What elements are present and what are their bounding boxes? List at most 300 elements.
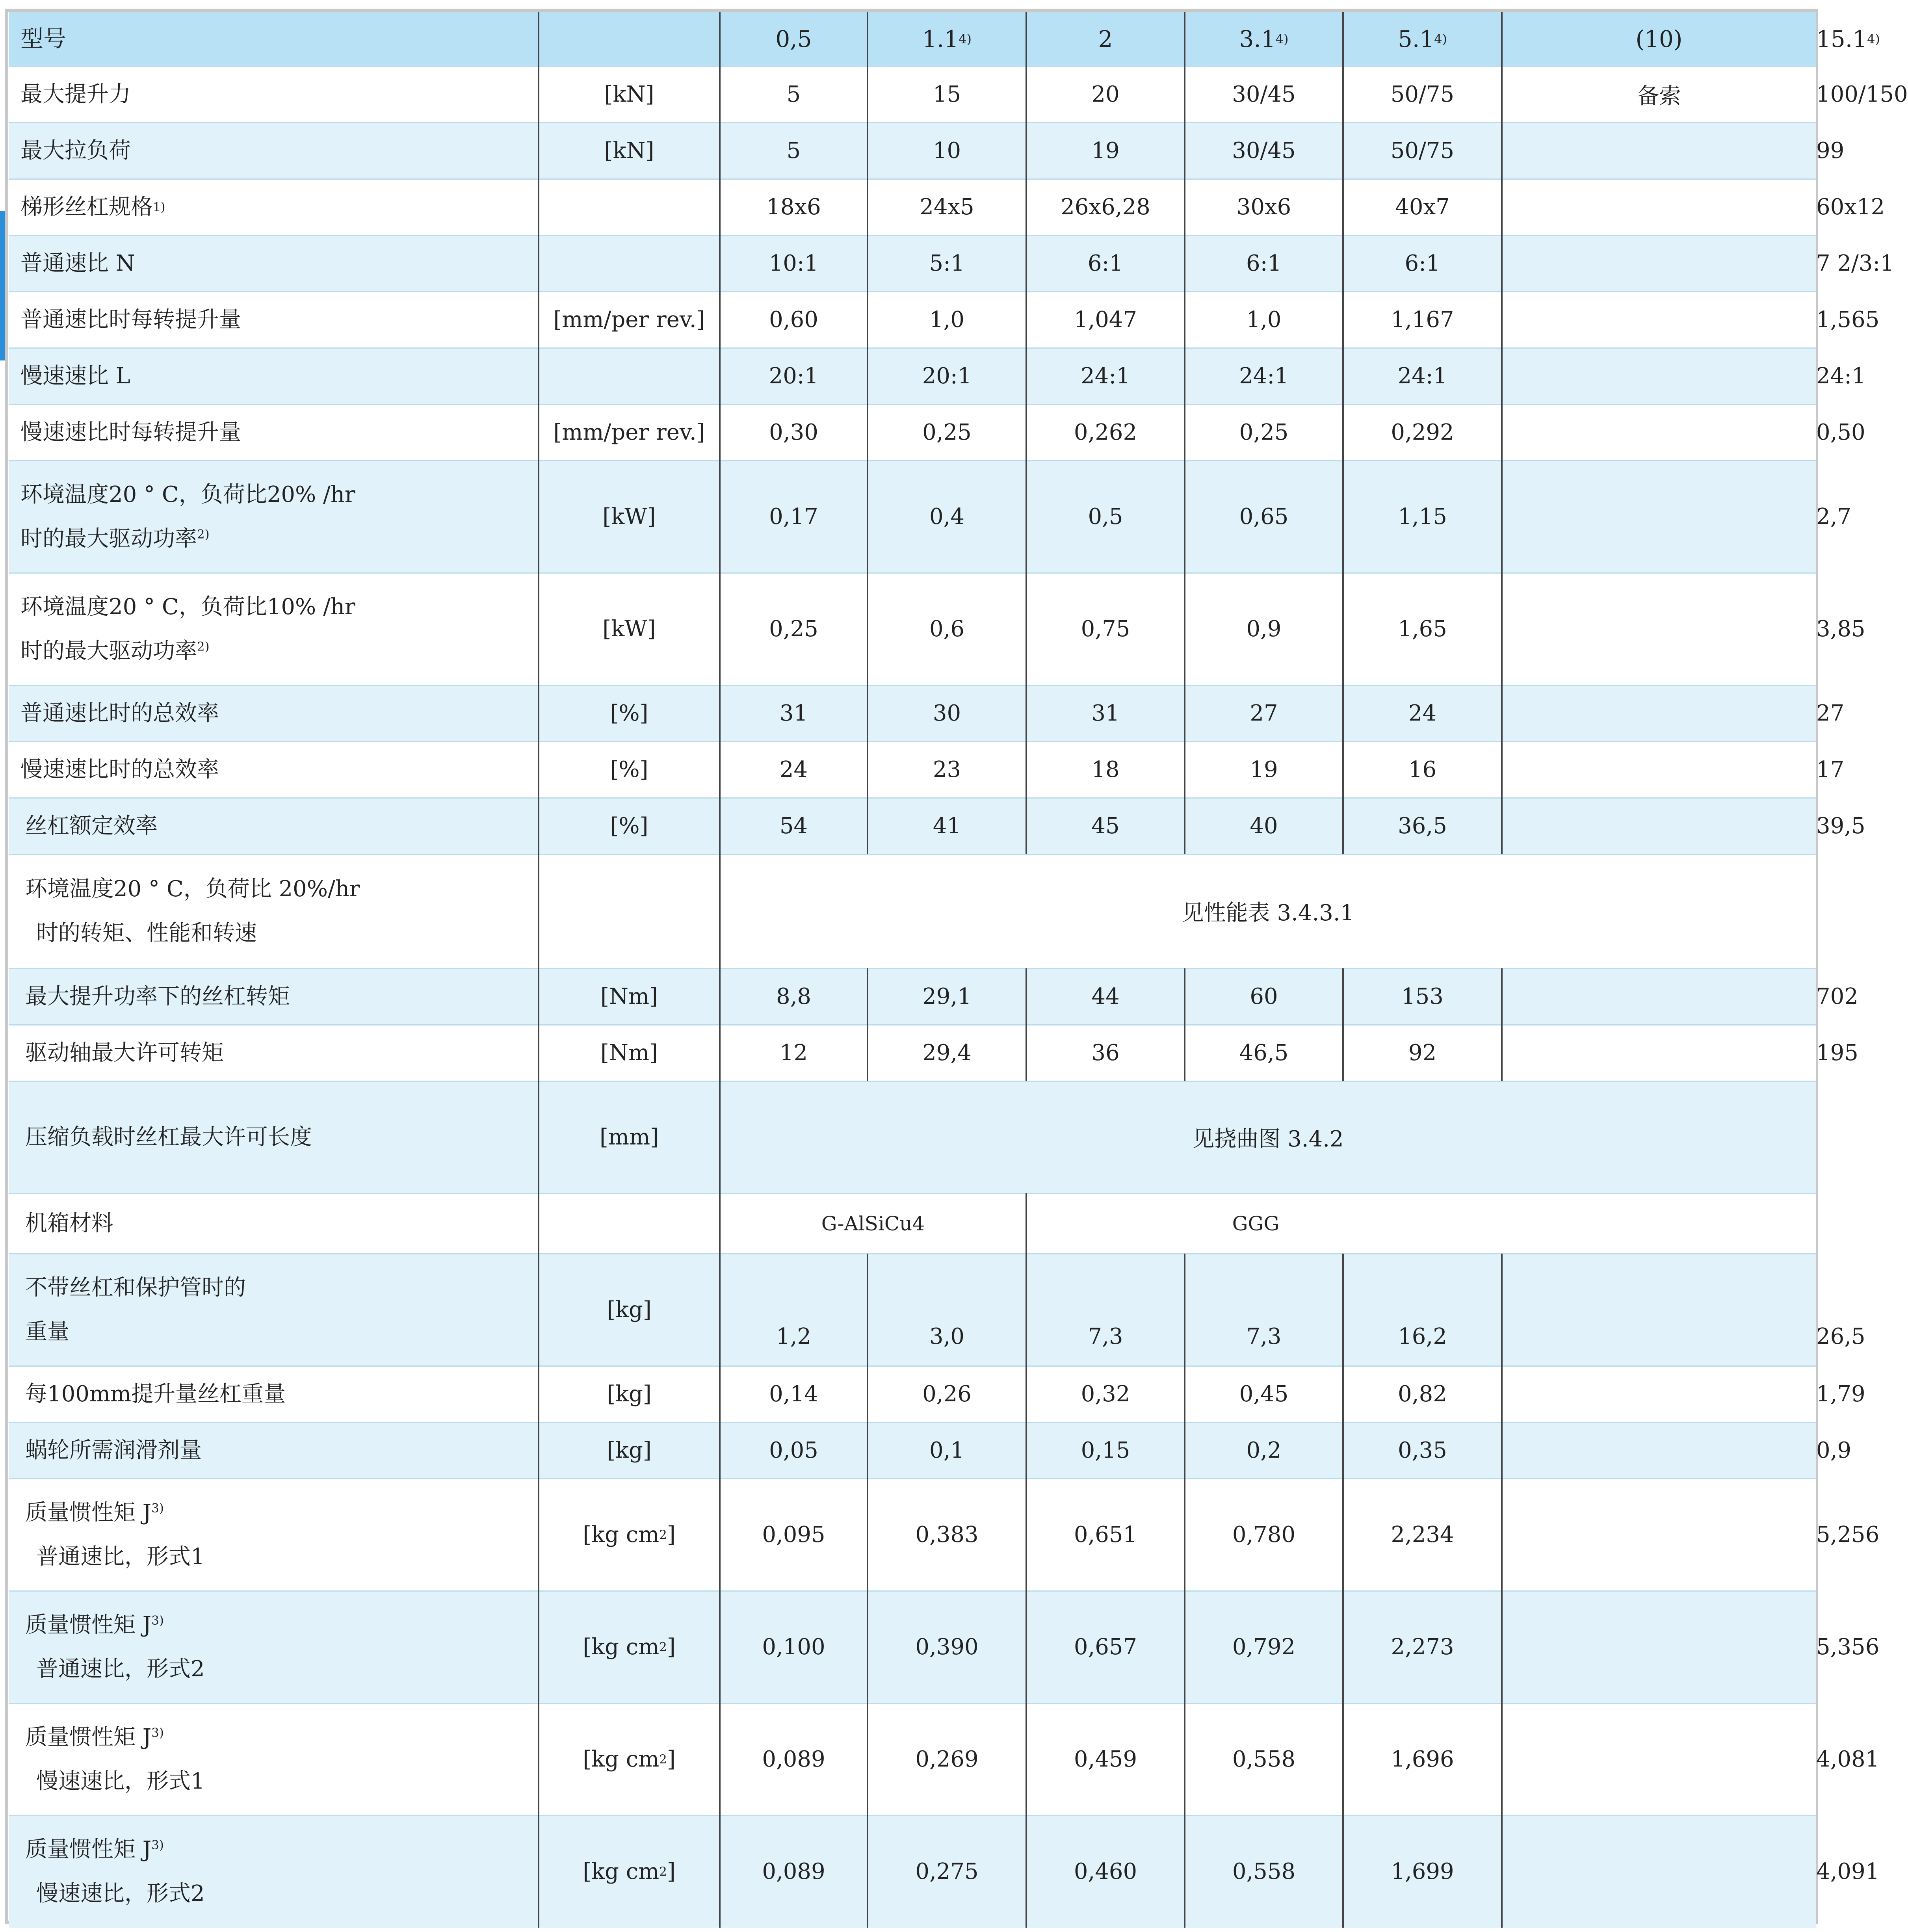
value-cell: 15 xyxy=(933,82,961,107)
unit-text: [%] xyxy=(610,813,648,839)
value-cell: 153 xyxy=(1401,984,1444,1009)
row-unit xyxy=(539,741,720,798)
row-unit: [kg cm 2 ] xyxy=(583,1634,676,1660)
value-cell: 24 xyxy=(779,757,808,782)
value-cell: 45 xyxy=(1091,813,1120,839)
value-cell: 0,2 xyxy=(1246,1438,1282,1463)
value-cell: 0,383 xyxy=(915,1522,979,1547)
value-cell: 0,50 xyxy=(1816,420,1865,445)
value-cell: 0,9 xyxy=(1246,616,1282,642)
row-unit xyxy=(539,404,720,461)
value-cell: 0,262 xyxy=(1074,420,1137,445)
unit-text: [%] xyxy=(610,757,648,782)
footnote-marker: 2) xyxy=(197,527,210,541)
value-cell: 17 xyxy=(1816,757,1845,782)
row-label-text xyxy=(25,1715,205,1804)
value-cell: 1,696 xyxy=(1391,1746,1454,1772)
unit-end: ] xyxy=(667,1859,676,1884)
row-label-line2-text: 慢速速比，形式2 xyxy=(36,1880,205,1906)
row-label-line1 xyxy=(25,1491,205,1535)
value-cell xyxy=(1502,1479,1816,1591)
value-cell: 20 xyxy=(1091,82,1120,107)
row-label xyxy=(9,1591,539,1703)
value-cell: 26x6,28 xyxy=(1061,194,1150,220)
value-cell xyxy=(1502,348,1816,404)
row-label-text: 最大提升力 xyxy=(20,81,131,107)
row-label-line2-text: 慢速速比，形式1 xyxy=(36,1768,205,1794)
row-label xyxy=(9,461,539,573)
unit-text: [kg] xyxy=(607,1381,652,1407)
row-label-line2-text: 时的最大驱动功率 xyxy=(20,526,197,552)
column-header-model xyxy=(1026,12,1185,66)
value-cell: 195 xyxy=(1816,1040,1858,1066)
row-unit xyxy=(539,685,720,741)
value-cell: 0,269 xyxy=(915,1746,979,1772)
value-cell xyxy=(1502,292,1816,348)
value-cell: 1,699 xyxy=(1391,1859,1454,1884)
unit-text: [kN] xyxy=(604,138,654,163)
value-cell: 5:1 xyxy=(929,251,965,276)
value-cell: 0,4 xyxy=(929,504,965,529)
value-cell: 0,17 xyxy=(769,504,818,529)
value-cell: 29,4 xyxy=(922,1040,972,1066)
value-cell xyxy=(1502,404,1816,461)
value-cell: 4,091 xyxy=(1816,1859,1880,1884)
value-cell: 27 xyxy=(1250,700,1278,726)
unit-text: [mm/per rev.] xyxy=(553,307,705,333)
value-cell: 0,45 xyxy=(1239,1381,1289,1407)
row-label xyxy=(9,348,539,404)
unit-text: [%] xyxy=(610,700,648,726)
value-cell: 41 xyxy=(933,813,961,839)
row-label xyxy=(9,741,539,798)
row-label-line1 xyxy=(25,1266,246,1310)
row-unit: [kg cm 2 ] xyxy=(583,1746,676,1772)
row-unit xyxy=(539,235,720,292)
value-cell: 7,3 xyxy=(1088,1324,1123,1349)
row-unit xyxy=(539,1193,720,1254)
value-cell: 备索 xyxy=(1637,83,1681,109)
row-unit xyxy=(539,179,720,235)
value-cell: 36,5 xyxy=(1398,813,1447,839)
value-cell: 0,792 xyxy=(1232,1634,1296,1660)
row-label-line2-text: 普通速比，形式2 xyxy=(36,1656,205,1682)
row-unit xyxy=(539,66,720,123)
value-cell: 40x7 xyxy=(1395,194,1450,220)
row-label-text: 每100mm提升量丝杠重量 xyxy=(25,1381,286,1407)
row-label-line1-text: 质量惯性矩 J xyxy=(25,1612,152,1638)
row-label-line2 xyxy=(25,1872,205,1916)
value-cell: 20:1 xyxy=(769,363,819,389)
value-cell: 10 xyxy=(933,138,961,163)
value-cell xyxy=(1502,1591,1816,1703)
column-header-model xyxy=(1502,12,1816,66)
row-unit: [kg cm 2 ] xyxy=(583,1522,676,1547)
value-cell: 23 xyxy=(933,757,961,782)
value-cell: 60x12 xyxy=(1816,194,1885,220)
row-label-text xyxy=(25,1491,205,1579)
value-cell: 0,32 xyxy=(1081,1381,1130,1407)
value-cell: 24:1 xyxy=(1239,363,1289,389)
value-cell: 0,6 xyxy=(929,616,965,642)
value-cell: 50/75 xyxy=(1390,138,1455,163)
material-cell-aluminium: G-AlSiCu4 xyxy=(821,1212,925,1235)
footnote-marker: 2) xyxy=(197,639,210,654)
row-label-text: 驱动轴最大许可转矩 xyxy=(25,1040,224,1066)
row-label-text: 最大提升功率下的丝杠转矩 xyxy=(25,983,290,1009)
value-cell: 1,0 xyxy=(929,307,965,333)
column-header-model: 5.1 4) xyxy=(1398,26,1447,52)
value-cell: 24:1 xyxy=(1081,363,1130,389)
model-number: 1.1 xyxy=(922,26,959,52)
row-label xyxy=(9,854,539,968)
value-cell xyxy=(1502,461,1816,573)
footnote-marker: 3) xyxy=(151,1501,164,1515)
row-label-line1 xyxy=(25,867,360,911)
value-cell: 0,9 xyxy=(1816,1438,1852,1463)
row-label-text: 最大拉负荷 xyxy=(20,137,131,163)
value-cell xyxy=(1502,179,1816,235)
row-label-text xyxy=(25,867,360,955)
value-cell: 0,65 xyxy=(1239,504,1289,529)
value-cell: 36 xyxy=(1091,1040,1120,1066)
row-label-line1-text: 环境温度20 ° C，负荷比20% /hr xyxy=(20,481,355,507)
row-label xyxy=(9,1193,539,1254)
value-cell: 1,167 xyxy=(1391,307,1454,333)
unit-text: [kg cm xyxy=(583,1746,660,1772)
row-unit xyxy=(539,1254,720,1366)
value-cell: 3,85 xyxy=(1816,616,1865,642)
value-cell: 92 xyxy=(1408,1040,1437,1066)
value-cell: 50/75 xyxy=(1390,82,1455,107)
unit-text: [kN] xyxy=(604,82,654,107)
row-label-line1 xyxy=(25,1828,205,1872)
value-cell: 27 xyxy=(1816,700,1845,726)
value-cell: 30 xyxy=(933,700,961,726)
value-cell: 44 xyxy=(1091,984,1120,1009)
value-cell: 31 xyxy=(779,700,808,726)
merged-reference-cell: 见性能表 3.4.3.1 xyxy=(1182,900,1354,926)
row-label xyxy=(9,66,539,123)
row-unit xyxy=(539,1422,720,1479)
value-cell: 6:1 xyxy=(1246,251,1282,276)
value-cell: 0,1 xyxy=(929,1438,965,1463)
row-unit xyxy=(539,348,720,404)
row-unit xyxy=(539,1366,720,1422)
row-unit xyxy=(539,854,720,968)
value-cell: 16 xyxy=(1408,757,1437,782)
value-cell: 100/150 xyxy=(1816,82,1908,107)
footnote-marker: 3) xyxy=(151,1837,164,1852)
row-label-line1-text: 质量惯性矩 J xyxy=(25,1499,152,1525)
unit-text: [kg] xyxy=(607,1438,652,1463)
row-label xyxy=(9,1254,539,1366)
row-label-text xyxy=(25,1603,205,1691)
value-cell: 12 xyxy=(779,1040,808,1066)
model-number: (10) xyxy=(1635,26,1683,52)
row-label-line2-text: 时的转矩、性能和转速 xyxy=(36,920,257,946)
unit-text: [kg] xyxy=(607,1297,652,1323)
row-label-text: 慢速速比 L xyxy=(20,363,130,389)
column-header-model: 3.1 4) xyxy=(1239,26,1289,52)
value-cell: 0,30 xyxy=(769,420,818,445)
value-cell: 24:1 xyxy=(1816,363,1866,389)
model-number: 5.1 xyxy=(1398,26,1434,52)
side-accent-bar xyxy=(0,211,5,360)
unit-text: [Nm] xyxy=(600,984,658,1009)
row-label-line2 xyxy=(20,517,355,561)
row-label-text xyxy=(25,1828,205,1916)
value-cell xyxy=(1502,741,1816,798)
row-label-line1-text: 环境温度20 ° C，负荷比10% /hr xyxy=(20,594,355,620)
row-label-line1-text: 环境温度20 ° C，负荷比 20%/hr xyxy=(25,876,360,902)
row-label-line2 xyxy=(25,1647,205,1691)
row-label xyxy=(9,1081,539,1193)
unit-text: [mm/per rev.] xyxy=(553,420,705,445)
value-cell: 0,35 xyxy=(1398,1438,1447,1463)
value-cell: 1,047 xyxy=(1074,307,1137,333)
unit-text: [kg cm xyxy=(583,1522,660,1547)
row-label xyxy=(9,798,539,854)
row-unit xyxy=(539,968,720,1025)
value-cell: 18x6 xyxy=(766,194,821,220)
value-cell: 0,15 xyxy=(1081,1438,1130,1463)
value-cell xyxy=(1502,1815,1816,1928)
row-label-line1 xyxy=(25,1715,205,1759)
value-cell: 0,780 xyxy=(1232,1522,1296,1547)
column-header-model xyxy=(720,12,868,66)
value-cell: 30x6 xyxy=(1236,194,1291,220)
value-cell: 1,79 xyxy=(1816,1381,1865,1407)
row-label xyxy=(9,235,539,292)
value-cell xyxy=(1502,1254,1816,1366)
row-label-text: 丝杠额定效率 xyxy=(25,813,158,839)
value-cell: 0,25 xyxy=(769,616,818,642)
header-label: 型号 xyxy=(20,25,67,52)
value-cell: 6:1 xyxy=(1087,251,1124,276)
value-cell: 54 xyxy=(779,813,808,839)
row-label-line1-text: 质量惯性矩 J xyxy=(25,1724,152,1750)
value-cell: 5 xyxy=(786,138,801,163)
row-label-text: 普通速比 N xyxy=(20,250,135,276)
row-label-text: 慢速速比时每转提升量 xyxy=(20,419,241,445)
unit-end: ] xyxy=(667,1522,676,1547)
value-cell: 0,558 xyxy=(1232,1859,1296,1884)
column-header-model: 15.1 4) xyxy=(1816,26,1880,52)
row-unit xyxy=(539,461,720,573)
value-cell: 24:1 xyxy=(1397,363,1447,389)
row-label-line2 xyxy=(25,1759,205,1804)
value-cell: 5,256 xyxy=(1816,1522,1880,1547)
row-label-text: 机箱材料 xyxy=(25,1210,113,1236)
value-cell: 0,459 xyxy=(1074,1746,1137,1772)
row-label-text: 蜗轮所需润滑剂量 xyxy=(25,1437,202,1463)
row-label xyxy=(9,1703,539,1815)
row-label xyxy=(9,1025,539,1081)
unit-text: [Nm] xyxy=(600,1040,658,1066)
value-cell xyxy=(1502,1703,1816,1815)
value-cell: 20:1 xyxy=(922,363,972,389)
row-unit xyxy=(539,1081,720,1193)
value-cell xyxy=(1502,685,1816,741)
value-cell: 7 2/3:1 xyxy=(1816,251,1895,276)
value-cell: 30/45 xyxy=(1232,138,1296,163)
value-cell: 31 xyxy=(1091,700,1120,726)
value-cell: 0,25 xyxy=(922,420,972,445)
value-cell: 8,8 xyxy=(776,984,812,1009)
value-cell: 19 xyxy=(1250,757,1278,782)
value-cell: 60 xyxy=(1250,984,1278,1009)
row-label xyxy=(9,685,539,741)
row-label-line2 xyxy=(25,1535,205,1579)
value-cell xyxy=(1502,123,1816,179)
value-cell: 0,75 xyxy=(1081,616,1130,642)
row-unit xyxy=(539,573,720,685)
value-cell xyxy=(1502,573,1816,685)
value-cell: 7,3 xyxy=(1246,1324,1282,1349)
material-cell-cast-iron: GGG xyxy=(1232,1212,1280,1235)
row-label xyxy=(9,292,539,348)
row-label-text: 压缩负载时丝杠最大许可长度 xyxy=(25,1124,312,1150)
value-cell: 29,1 xyxy=(922,984,972,1009)
row-label-line2 xyxy=(25,911,360,955)
value-cell: 0,095 xyxy=(762,1522,825,1547)
footnote-marker: 3) xyxy=(151,1613,164,1627)
row-label-line1 xyxy=(25,1603,205,1647)
row-label-line2 xyxy=(25,1310,246,1354)
column-header-model: 1.1 4) xyxy=(922,26,972,52)
footnote-marker: 3) xyxy=(151,1725,164,1740)
value-cell: 0,25 xyxy=(1239,420,1289,445)
row-unit xyxy=(539,292,720,348)
row-label-text: 普通速比时的总效率 xyxy=(20,700,219,726)
value-cell: 46,5 xyxy=(1239,1040,1289,1066)
value-cell: 1,0 xyxy=(1246,307,1282,333)
value-cell xyxy=(1502,235,1816,292)
value-cell: 3,0 xyxy=(929,1324,965,1349)
row-label xyxy=(9,1479,539,1591)
row-label-text: 普通速比时每转提升量 xyxy=(20,307,241,333)
value-cell: 2,273 xyxy=(1391,1634,1454,1660)
spec-table xyxy=(9,12,1908,1921)
value-cell: 24 xyxy=(1408,700,1437,726)
row-label-text xyxy=(20,473,355,561)
value-cell: 0,558 xyxy=(1232,1746,1296,1772)
value-cell: 39,5 xyxy=(1816,813,1865,839)
unit-end: ] xyxy=(667,1746,676,1772)
value-cell: 40 xyxy=(1250,813,1278,839)
value-cell: 1,2 xyxy=(776,1324,812,1349)
value-cell: 0,651 xyxy=(1074,1522,1137,1547)
row-label: 梯形丝杠规格 1) xyxy=(20,194,165,220)
model-number: 15.1 xyxy=(1816,26,1867,52)
merged-reference-cell: 见挠曲图 3.4.2 xyxy=(1192,1126,1344,1152)
value-cell: 1,65 xyxy=(1398,616,1447,642)
row-label-line1 xyxy=(20,585,355,629)
row-label-line2-text: 时的最大驱动功率 xyxy=(20,638,197,664)
value-cell: 19 xyxy=(1091,138,1120,163)
model-number: 3.1 xyxy=(1239,26,1276,52)
value-cell: 1,15 xyxy=(1398,504,1447,529)
row-label-line1-text: 质量惯性矩 J xyxy=(25,1836,152,1862)
value-cell: 0,100 xyxy=(762,1634,825,1660)
value-cell: 30/45 xyxy=(1232,82,1296,107)
value-cell xyxy=(1502,968,1816,1025)
unit-text: [kg cm xyxy=(583,1859,660,1884)
row-label-line1 xyxy=(20,473,355,517)
row-label-line1-text: 不带丝杠和保护管时的 xyxy=(25,1274,246,1300)
value-cell: 0,657 xyxy=(1074,1634,1137,1660)
value-cell: 6:1 xyxy=(1405,251,1440,276)
unit-text: [kg cm xyxy=(583,1634,660,1660)
value-cell: 0,05 xyxy=(769,1438,818,1463)
row-unit: [kg cm 2 ] xyxy=(583,1859,676,1884)
value-cell: 18 xyxy=(1091,757,1120,782)
value-cell: 24x5 xyxy=(920,194,974,220)
row-label xyxy=(9,1366,539,1422)
row-label-line2-text: 普通速比，形式1 xyxy=(36,1544,205,1570)
unit-text: [kW] xyxy=(602,504,656,529)
unit-text: [kW] xyxy=(602,616,656,642)
value-cell: 2,234 xyxy=(1391,1522,1454,1547)
value-cell: 0,460 xyxy=(1074,1859,1137,1884)
value-cell: 1,565 xyxy=(1816,307,1880,333)
row-label-text xyxy=(20,585,355,673)
row-label-line2-text: 重量 xyxy=(25,1319,69,1345)
row-label-line2 xyxy=(20,629,355,673)
value-cell: 702 xyxy=(1816,984,1858,1009)
row-label-text: 梯形丝杠规格 xyxy=(20,194,153,220)
row-label xyxy=(9,123,539,179)
value-cell: 26,5 xyxy=(1816,1324,1865,1349)
value-cell: 99 xyxy=(1816,138,1845,163)
value-cell: 0,82 xyxy=(1398,1381,1447,1407)
value-cell: 10:1 xyxy=(769,251,819,276)
model-number: 0,5 xyxy=(775,26,812,52)
row-label-text xyxy=(25,1266,246,1354)
row-unit xyxy=(539,1025,720,1081)
row-label xyxy=(9,1422,539,1479)
value-cell xyxy=(1502,1422,1816,1479)
value-cell: 5,356 xyxy=(1816,1634,1880,1660)
value-cell: 0,60 xyxy=(769,307,818,333)
value-cell: 0,275 xyxy=(915,1859,979,1884)
row-label xyxy=(9,404,539,461)
model-number: 2 xyxy=(1098,26,1113,52)
unit-end: ] xyxy=(667,1634,676,1660)
row-label xyxy=(9,1815,539,1928)
row-unit xyxy=(539,123,720,179)
value-cell: 0,089 xyxy=(762,1859,825,1884)
value-cell: 5 xyxy=(786,82,801,107)
value-cell: 16,2 xyxy=(1398,1324,1447,1349)
value-cell: 0,26 xyxy=(922,1381,972,1407)
value-cell: 0,292 xyxy=(1391,420,1454,445)
row-label xyxy=(9,968,539,1025)
row-label-text: 慢速速比时的总效率 xyxy=(20,756,219,782)
value-cell: 2,7 xyxy=(1816,504,1852,529)
row-label xyxy=(9,573,539,685)
unit-text: [mm] xyxy=(600,1124,659,1150)
value-cell: 4,081 xyxy=(1816,1746,1880,1772)
value-cell: 0,5 xyxy=(1088,504,1123,529)
value-cell xyxy=(1502,1025,1816,1081)
value-cell xyxy=(1502,798,1816,854)
row-unit xyxy=(539,798,720,854)
value-cell: 0,390 xyxy=(915,1634,979,1660)
value-cell: 0,089 xyxy=(762,1746,825,1772)
value-cell: 0,14 xyxy=(769,1381,818,1407)
